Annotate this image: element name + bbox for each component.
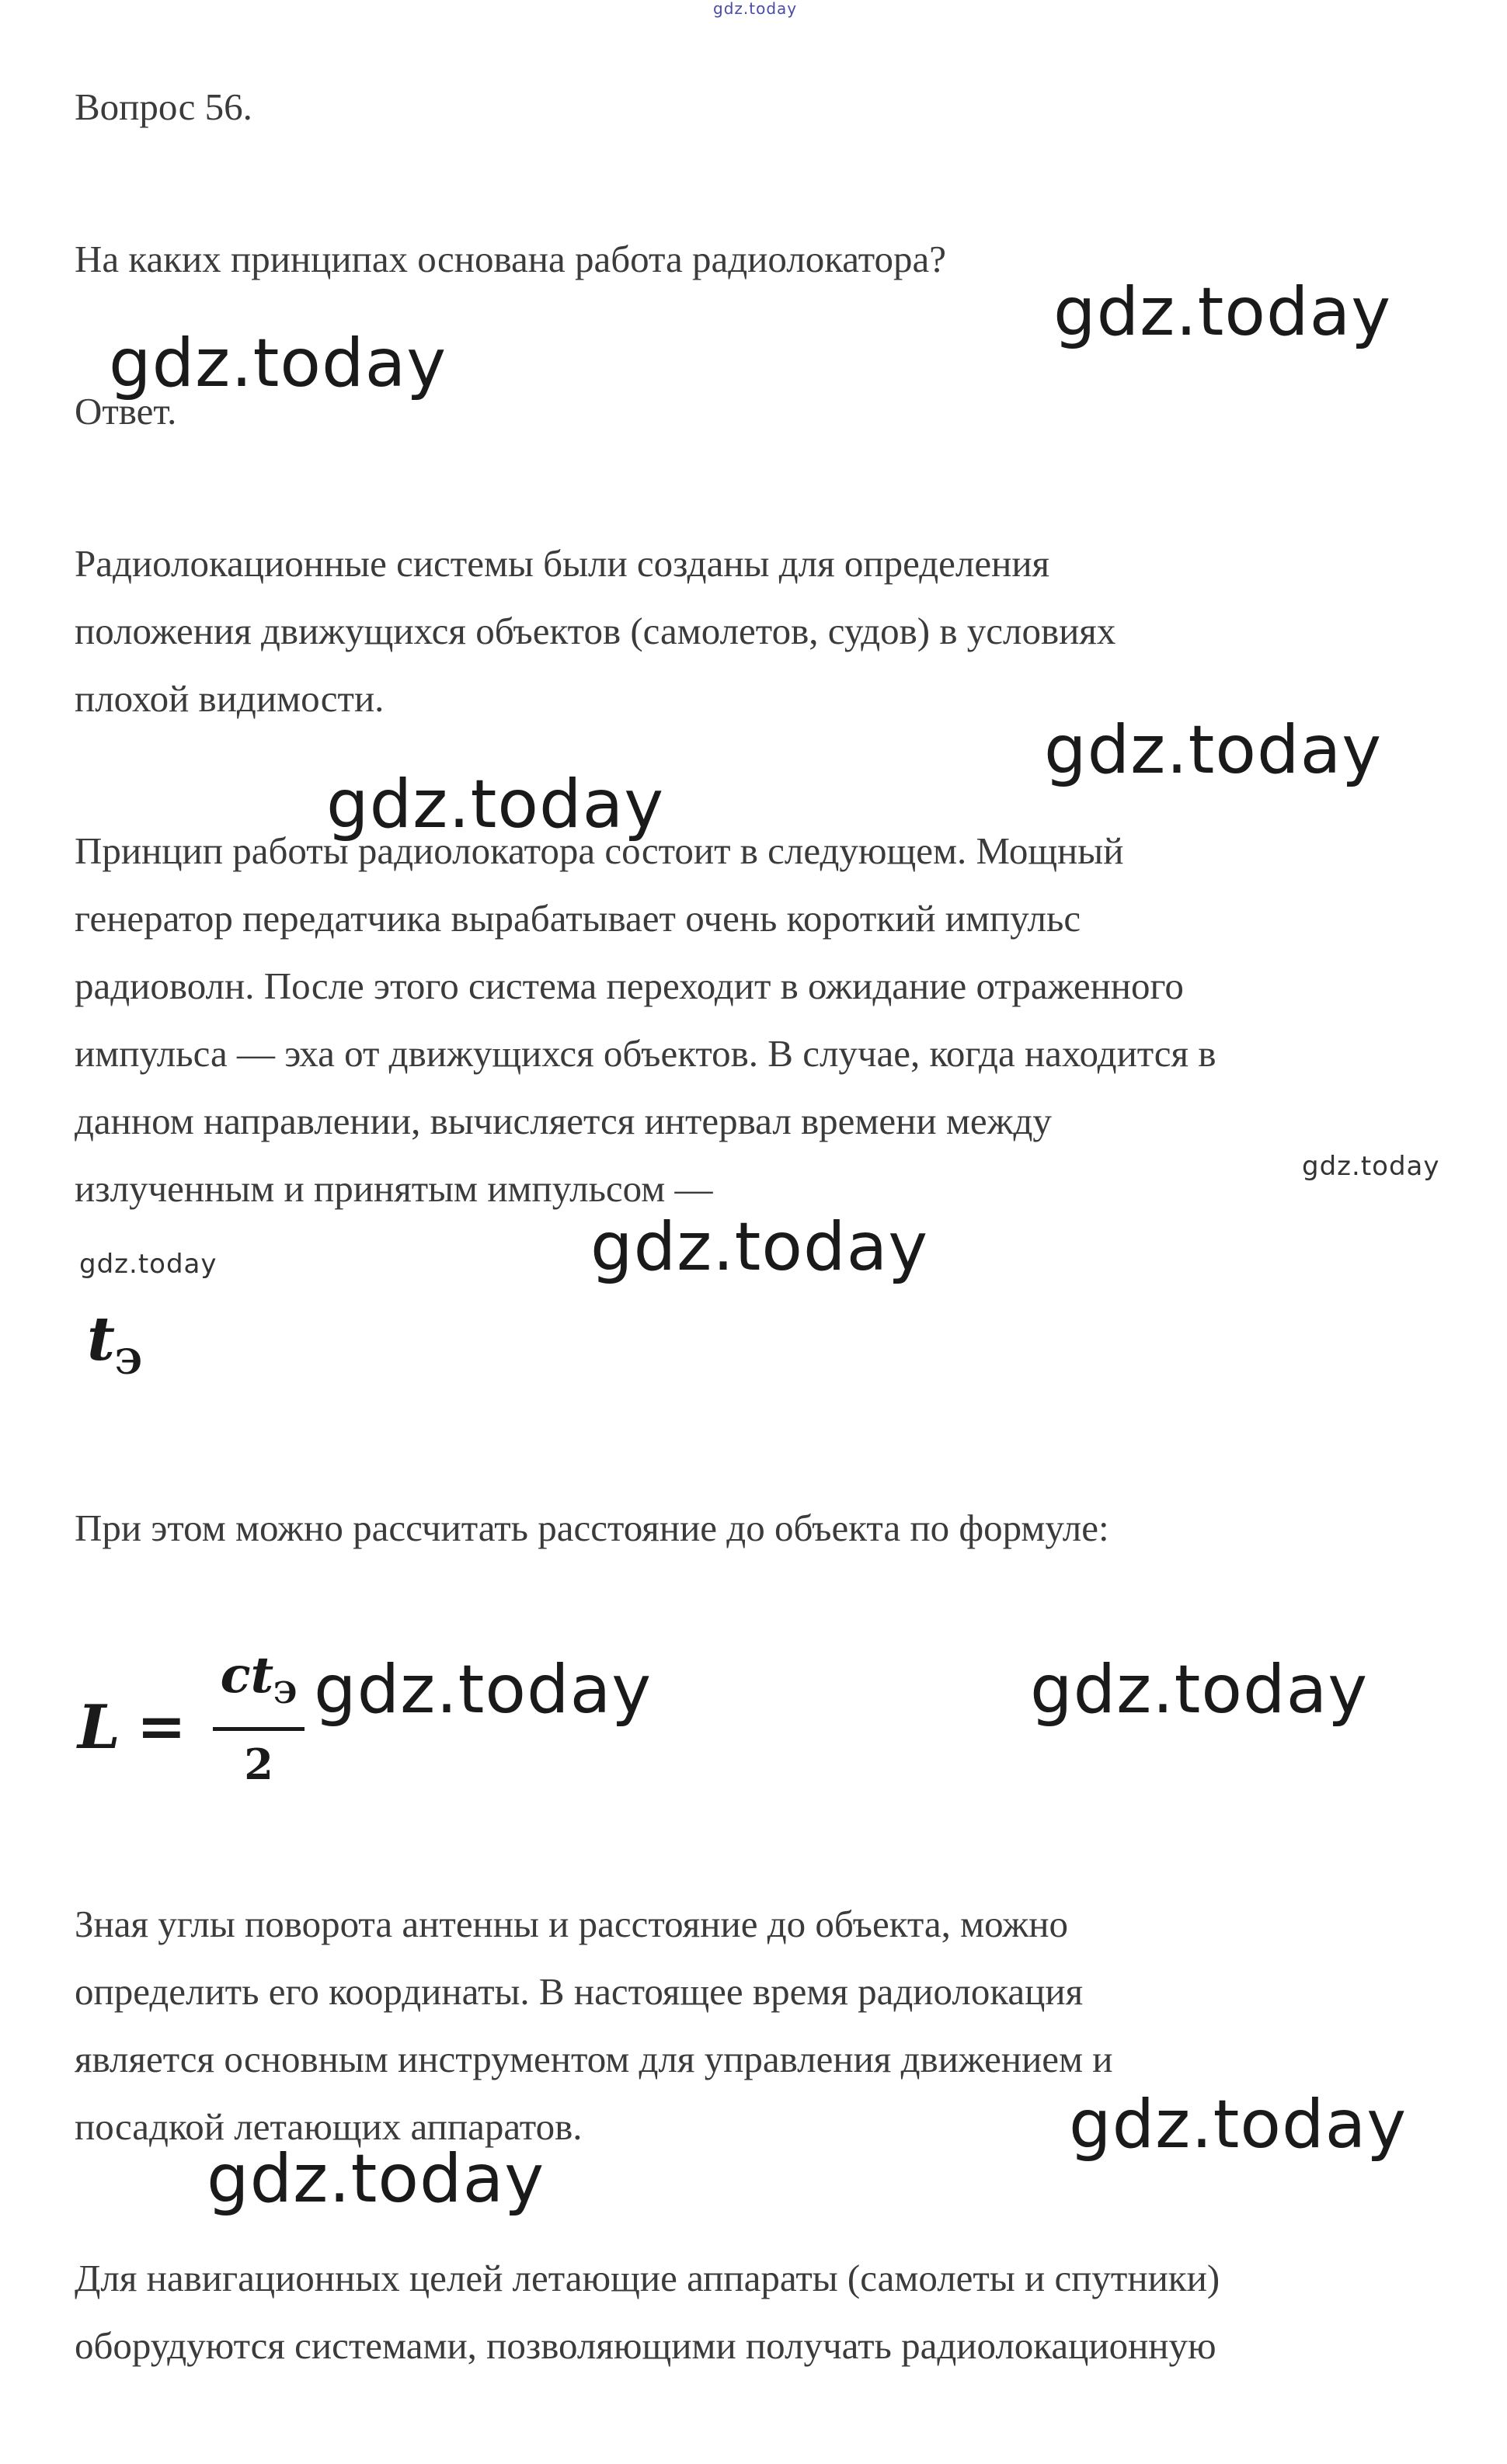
question-heading: Вопрос 56.: [75, 85, 252, 128]
formula-intro: При этом можно рассчитать расстояние до объекта по формуле:: [75, 1507, 1109, 1549]
watermark: gdz.today: [1053, 273, 1392, 351]
watermark-small: gdz.today: [1302, 1151, 1440, 1182]
watermark-top: gdz.today: [713, 0, 798, 18]
watermark: gdz.today: [1069, 2086, 1408, 2163]
watermark: gdz.today: [109, 325, 447, 402]
fraction-bar: [213, 1727, 305, 1731]
formula-equals: =: [137, 1691, 186, 1760]
watermark: gdz.today: [590, 1208, 929, 1286]
paragraph-coordinates: Зная углы поворота антенны и расстояние до объекта, можно определить его координаты. В настоящее время радиолокация является основным инструментом для управления движением и посадкой летающих аппаратов.: [75, 1903, 1113, 2148]
formula-numerator: $ct_Э$: [220, 1646, 298, 1710]
paragraph-navigation: Для навигационных целей летающие аппараты (самолеты и спутники) оборудуются системами, позволяющими получать радиолокационную: [75, 2257, 1220, 2367]
time-symbol: $t_Э$: [87, 1304, 143, 1382]
formula-lhs: L: [78, 1692, 120, 1763]
watermark: gdz.today: [1044, 711, 1383, 789]
watermark: gdz.today: [326, 766, 665, 843]
watermark: gdz.today: [314, 1651, 653, 1729]
formula-denominator: 2: [244, 1739, 273, 1789]
answer-label: Ответ.: [75, 390, 177, 433]
question-text: На каких принципах основана работа радиолокатора?: [75, 238, 947, 280]
watermark: gdz.today: [207, 2140, 545, 2218]
paragraph-intro: Радиолокационные системы были созданы для определения положения движущихся объектов (самолетов, судов) в условиях плохой видимости.: [75, 542, 1116, 720]
watermark-small: gdz.today: [79, 1249, 218, 1280]
paragraph-principle: Принцип работы радиолокатора состоит в следующем. Мощный генератор передатчика вырабатывает очень короткий импульс радиоволн. После этого система переходит в ожидание отраженного импульса — эха от движущихся объектов. В случае, когда находится в данном направлении, вычисляется интервал времени между излученным и принятым импульсом —: [75, 829, 1216, 1210]
watermark: gdz.today: [1030, 1651, 1369, 1729]
